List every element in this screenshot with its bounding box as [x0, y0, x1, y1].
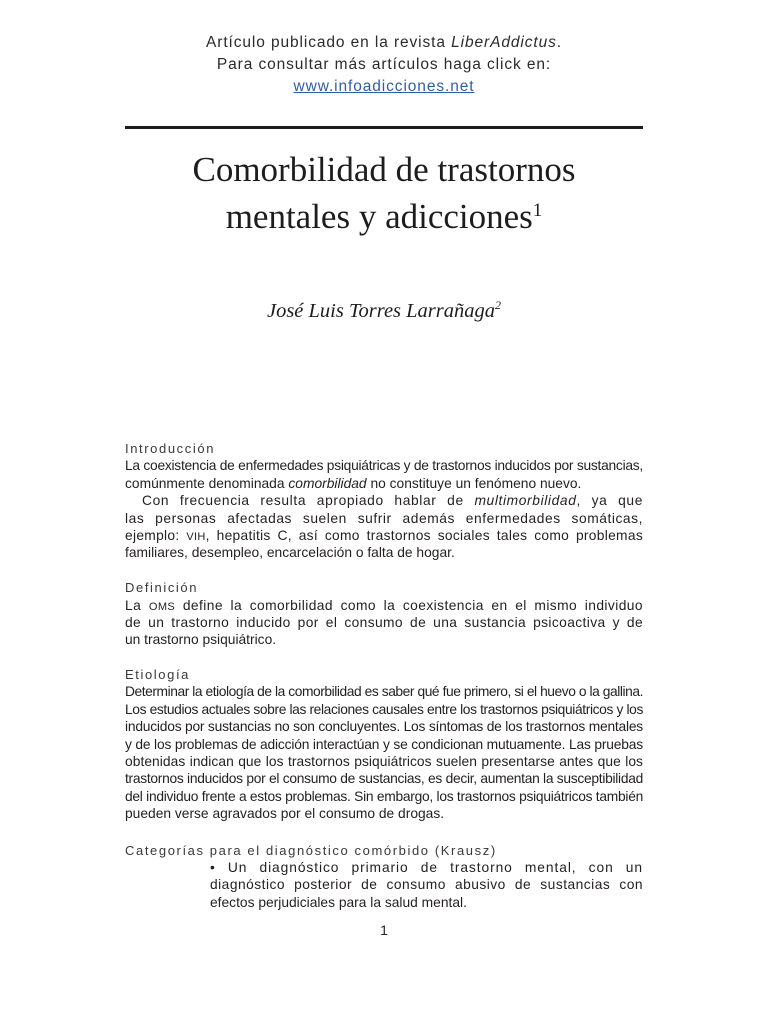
paragraph	[125, 457, 643, 492]
footnote-marker: 1	[532, 200, 543, 221]
line-text: Con frecuencia resulta apropiado hablar de	[142, 493, 475, 509]
line-text: ejemplo:	[125, 527, 187, 543]
text-line	[125, 788, 643, 805]
text-line	[125, 614, 643, 631]
line-content	[125, 475, 581, 492]
text-line	[125, 510, 643, 527]
line-text: no constituye un fenómeno nuevo.	[366, 475, 582, 491]
publication-notice	[0, 32, 768, 98]
text-line	[125, 544, 643, 561]
line-text: trastornos inducidos por el consumo de sustancias, es decir, aumentan la susceptibilidad	[125, 771, 643, 787]
text-line	[125, 753, 643, 770]
line-text: pueden verse agravados por el consumo de drogas.	[125, 806, 445, 822]
author-name: José Luis Torres Larrañaga	[266, 300, 496, 322]
line-text: define la comorbilidad como la coexistencia en el mismo individuo	[175, 597, 643, 613]
text-line	[125, 683, 643, 700]
term-multimorbilidad: multimorbilidad	[474, 493, 577, 509]
text-line	[210, 876, 643, 893]
article-body	[125, 440, 643, 911]
section-introduction	[125, 440, 643, 562]
text-line	[125, 597, 643, 614]
line-text: Determinar la etiología de la comorbilidad es saber qué fue primero, si el huevo o la gallina.	[125, 684, 643, 700]
author-byline	[0, 298, 768, 324]
line-text: La	[125, 597, 149, 613]
paragraph	[125, 597, 643, 649]
notice-link-line	[0, 76, 768, 98]
line-text: obtenidas indican que los trastornos psiquiátricos suelen presentarse antes que los	[125, 754, 643, 770]
line-text: las personas afectadas suelen sufrir además enfermedades somáticas,	[125, 510, 643, 526]
text-line	[125, 492, 643, 509]
title-line: mentales y adicciones	[225, 197, 533, 236]
section-categories	[125, 842, 643, 912]
footnote-marker: 2	[495, 298, 502, 312]
line-text: efectos perjudiciales para la salud mental.	[210, 894, 467, 910]
text-line	[125, 527, 643, 544]
text-line	[210, 859, 643, 876]
section-definition	[125, 579, 643, 649]
section-heading: Introducción	[125, 441, 216, 456]
section-etiology	[125, 666, 643, 823]
list-item	[210, 859, 643, 911]
article-title	[0, 146, 768, 240]
line-text: inducidos por sustancias no son concluyentes. Los síntomas de los trastornos mentales	[125, 719, 643, 735]
line-text: Los estudios actuales sobre las relaciones causales entre los trastornos psiquiátricos y los	[125, 701, 643, 717]
page-number: 1	[380, 922, 388, 938]
line-text: , hepatitis C, así como trastornos sociales tales como problemas	[205, 527, 644, 543]
text-line	[125, 805, 643, 822]
line-text: comúnmente denominada	[125, 475, 289, 491]
section-heading: Categorías para el diagnóstico comórbido (Krausz)	[125, 842, 497, 858]
title-line: Comorbilidad de trastornos	[192, 150, 576, 189]
text-line	[125, 770, 643, 787]
line-text: , ya que	[576, 493, 644, 509]
line-text: y de los problemas de adicción interactúan y se condicionan mutuamente. Las pruebas	[125, 736, 643, 752]
text-line	[125, 631, 643, 648]
line-text: • Un diagnóstico primario de trastorno mental, con un	[210, 859, 643, 875]
notice-punctuation: .	[556, 34, 562, 51]
text-line	[125, 475, 643, 492]
line-text: familiares, desempleo, encarcelación o falta de hogar.	[125, 545, 455, 561]
section-heading: Etiología	[125, 667, 190, 683]
line-text: La coexistencia de enfermedades psiquiátricas y de trastornos inducidos por sustancias,	[125, 458, 643, 474]
notice-text: Artículo publicado en la revista	[206, 34, 452, 51]
acronym-oms: OMS	[148, 600, 176, 613]
text-line	[125, 736, 643, 753]
paragraph	[125, 492, 643, 562]
line-content	[142, 492, 643, 509]
acronym-vih: VIH	[186, 530, 206, 543]
line-text: un trastorno psiquiátrico.	[125, 632, 277, 648]
paragraph	[125, 683, 643, 822]
text-line	[210, 894, 643, 911]
title-line-wrapper	[0, 193, 768, 240]
line-text: del individuo frente a estos problemas. Sin embargo, los trastornos psiquiátricos también	[125, 788, 643, 804]
website-link[interactable]: www.infoadicciones.net	[293, 78, 475, 95]
section-heading: Definición	[125, 580, 199, 596]
term-comorbilidad: comorbilidad	[288, 475, 367, 491]
line-text: de un trastorno inducido por el consumo de una sustancia psicoactiva y de	[125, 614, 643, 630]
journal-name: LiberAddictus	[451, 34, 557, 51]
text-line	[125, 718, 643, 735]
header-rule	[125, 126, 643, 129]
text-line	[125, 457, 643, 474]
notice-line	[0, 32, 768, 54]
line-text: diagnóstico posterior de consumo abusivo de sustancias con	[210, 877, 643, 893]
text-line	[125, 701, 643, 718]
notice-line: Para consultar más artículos haga click en:	[216, 56, 552, 73]
